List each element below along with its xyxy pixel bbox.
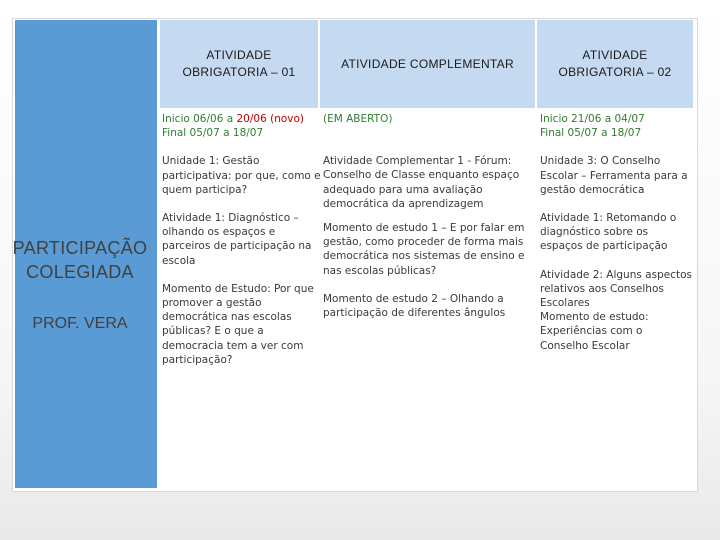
title-line-2: COLEGIADA	[26, 262, 134, 282]
study-1: Momento de Estudo: Por que promover a gestão democrática nas escolas públicas? E o que a democracia tem a ver com participação?	[162, 282, 314, 366]
study-complementary-2: Momento de estudo 2 – Olhando a participação de diferentes ângulos	[323, 292, 506, 320]
unit-1: Unidade 1: Gestão participativa: por que, como e quem participa?	[162, 155, 321, 196]
header-activity-2: ATIVIDADE OBRIGATORIA – 02	[537, 20, 693, 108]
header-divider	[160, 108, 693, 110]
header-complementary: ATIVIDADE COMPLEMENTAR	[320, 20, 535, 108]
activity-3-2: Atividade 2: Alguns aspectos relativos aos Conselhos Escolares	[540, 268, 692, 310]
study-3: Experiências com o Conselho Escolar	[540, 325, 643, 352]
date-prefix: Inicio 06/06 a	[162, 113, 237, 125]
column-activity-2	[540, 112, 692, 353]
date-end-2: Final 05/07 a 18/07	[540, 127, 642, 140]
activity-1: Atividade 1: Diagnóstico – olhando os espaços e parceiros de participação na escola	[162, 212, 312, 267]
header-activity-1: ATIVIDADE OBRIGATORIA – 01	[160, 20, 318, 108]
activity-3-1: Atividade 1: Retomando o diagnóstico sobre os espaços de participação	[540, 212, 677, 253]
column-activity-1	[162, 112, 322, 367]
unit-3: Unidade 3: O Conselho Escolar – Ferramenta para a gestão democrática	[540, 155, 688, 196]
left-title-panel	[12, 20, 160, 488]
date-start-2: Inicio 21/06 a 04/07	[540, 113, 645, 125]
title-line-1: PARTICIPAÇÃO	[12, 238, 148, 258]
column-complementary	[323, 112, 535, 320]
author-label: PROF. VERA	[32, 315, 128, 332]
complementary-activity: Atividade Complementar 1 - Fórum: Conselho de Classe enquanto espaço adequado para uma avaliação democrática da aprendizagem	[323, 155, 520, 210]
date-end-1: Final 05/07 a 18/07	[162, 127, 264, 140]
page-title	[0, 236, 160, 284]
study-label-3: Momento de estudo:	[540, 311, 649, 324]
date-start-1	[162, 112, 322, 126]
left-title-block	[0, 236, 160, 334]
study-complementary-1: Momento de estudo 1 – E por falar em gestão, como proceder de forma mais democrática nos sistemas de ensino e nas escolas públicas?	[323, 222, 525, 277]
status-open: (EM ABERTO)	[323, 113, 393, 125]
date-highlight: 20/06 (novo)	[236, 113, 305, 125]
